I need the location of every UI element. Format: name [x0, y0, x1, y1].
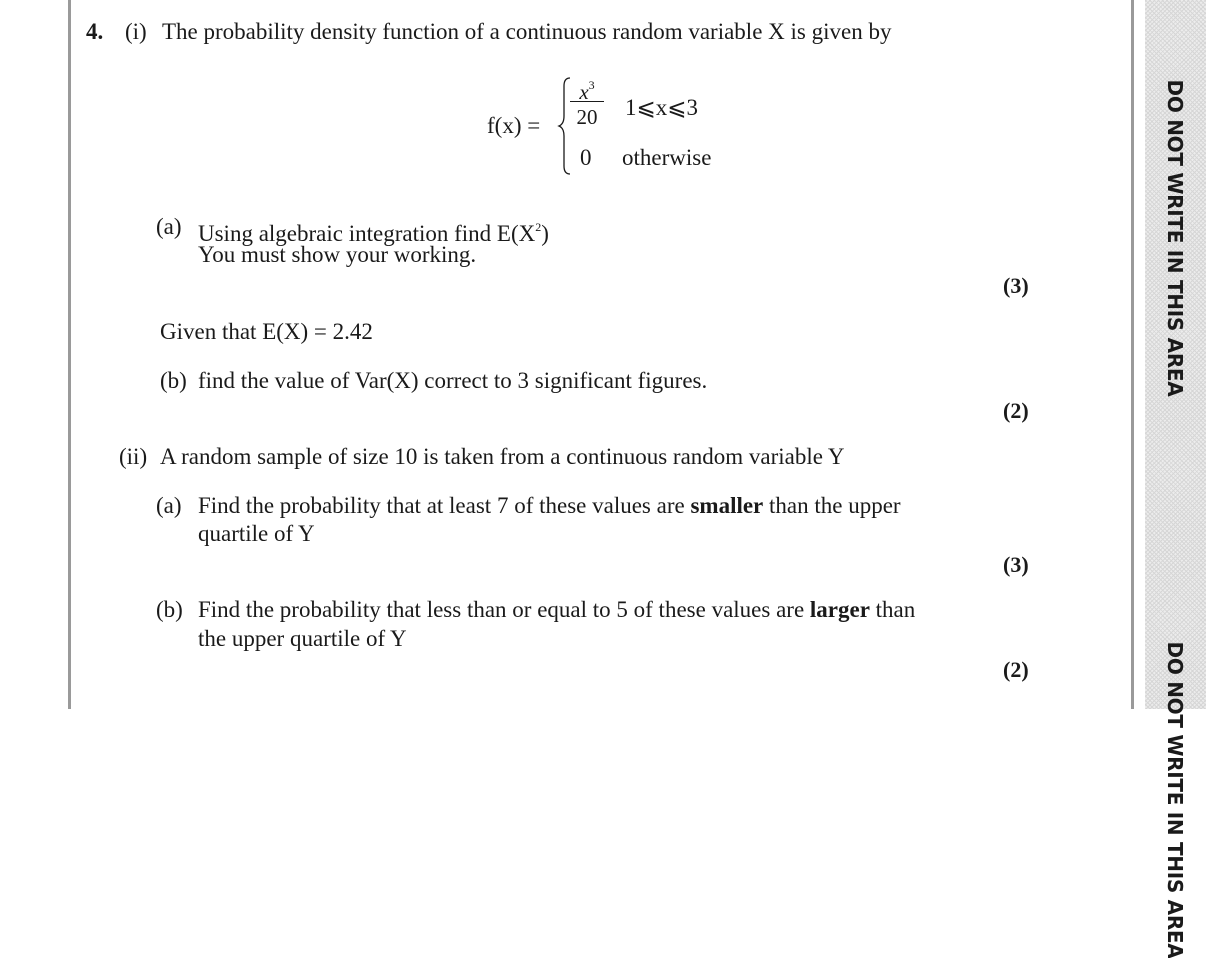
part-i-b-label: (b) — [160, 368, 187, 393]
part-ii-label: (ii) — [119, 444, 148, 469]
part-ii-a-line2: quartile of Y — [198, 521, 315, 546]
pdf-condition-1: 1⩽x⩽3 — [625, 95, 699, 120]
pdf-fraction — [570, 72, 604, 130]
left-border-rule — [68, 0, 71, 709]
margin-warning-1: DO NOT WRITE IN THIS AREA — [1163, 79, 1187, 397]
part-ii-b-label: (b) — [156, 597, 183, 622]
question-number: 4. — [86, 19, 104, 44]
part-ii-text: A random sample of size 10 is taken from a continuous random variable Y — [160, 444, 845, 469]
part-i-label: (i) — [125, 19, 147, 44]
pdf-condition-2: otherwise — [622, 145, 712, 170]
margin-strip — [1145, 0, 1206, 958]
part-i-a-line2: You must show your working. — [198, 242, 477, 267]
marks-i-a: (3) — [1003, 273, 1029, 298]
fraction-numerator: $x^3$ — [579, 78, 595, 104]
part-i-b-text: find the value of Var(X) correct to 3 significant figures. — [198, 368, 708, 393]
marks-ii-b: (2) — [1003, 657, 1029, 682]
part-i-intro: The probability density function of a continuous random variable X is given by — [162, 19, 892, 44]
part-ii-b-text: Find the probability that less than or equal to 5 of these values are larger than — [198, 597, 916, 622]
part-i-a-text: Using algebraic integration find $E(X^2)$ — [198, 220, 549, 246]
fraction-denominator: 20 — [576, 105, 598, 129]
part-ii-b-line2: the upper quartile of Y — [198, 626, 407, 651]
margin-warning-2: DO NOT WRITE IN THIS AREA — [1163, 641, 1187, 958]
marks-i-b: (2) — [1003, 398, 1029, 423]
pdf-case-2-value: 0 — [580, 145, 592, 170]
part-ii-a-text: Find the probability that at least 7 of these values are smaller than the upper — [198, 493, 901, 518]
pdf-lhs: f(x) = — [487, 113, 541, 138]
given-statement: Given that E(X) = 2.42 — [160, 319, 373, 344]
part-ii-a-label: (a) — [156, 493, 182, 518]
marks-ii-a: (3) — [1003, 552, 1029, 577]
part-i-a-label: (a) — [156, 214, 182, 239]
right-border-rule — [1131, 0, 1134, 709]
